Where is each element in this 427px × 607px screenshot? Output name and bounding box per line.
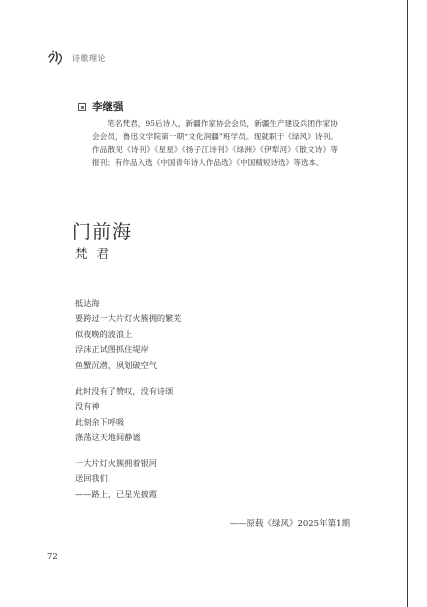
poem-line: 涤荡这天地间静谧 [75,432,141,443]
poem-line: 一大片灯火簇拥着银河 [75,458,157,468]
poem-line: 此时没有了赞叹，没有诗颂 [75,386,174,396]
square-bullet-icon [78,103,86,111]
section-title: 诗歌理论 [72,54,106,63]
poem-line: 送回我们 [75,473,108,484]
page-number: 72 [47,552,58,562]
author-name: 李继强 [92,101,124,113]
poem-stanza-3 [75,456,157,502]
poem-line: 抵达海 [75,298,100,308]
poem-line: 鱼蟹沉潜，夙划破空气 [75,359,157,370]
poem-line: 此刻余下呼吸 [75,416,125,427]
poem-line: 要跨过一大片灯火簇拥的繁芜 [75,313,182,324]
page-edge-line [407,0,408,607]
publication-source: ——原载《绿风》2025年第1期 [229,519,350,529]
poem-line: 浮沫正试图抓住堤岸 [75,344,149,355]
poem-title: 门前海 [72,221,133,243]
poet-name: 梵君 [75,246,119,261]
poem-stanza-1 [75,296,181,373]
poem-stanza-2 [75,384,173,446]
author-bio: 笔名梵君，95后诗人，新疆作家协会会员，新疆生产建设兵团作家协会会员，鲁迅文学院第一期“文化润疆”班学员。现就职于《绿风》诗刊。作品散见《诗刊》《星星》《扬子江诗刊》《绿洲》《伊犁河》《散文诗》等报刊；有作品入选《中国青年诗人作品选》《中国精短诗选》等选本。 [92,119,338,167]
poem-line: 似夜晚的波浪上 [75,328,133,339]
poem-line: ——路上，已星光披霞 [75,488,157,499]
poem-line: 没有神 [75,401,100,412]
calligraphy-logo-icon [47,48,65,66]
